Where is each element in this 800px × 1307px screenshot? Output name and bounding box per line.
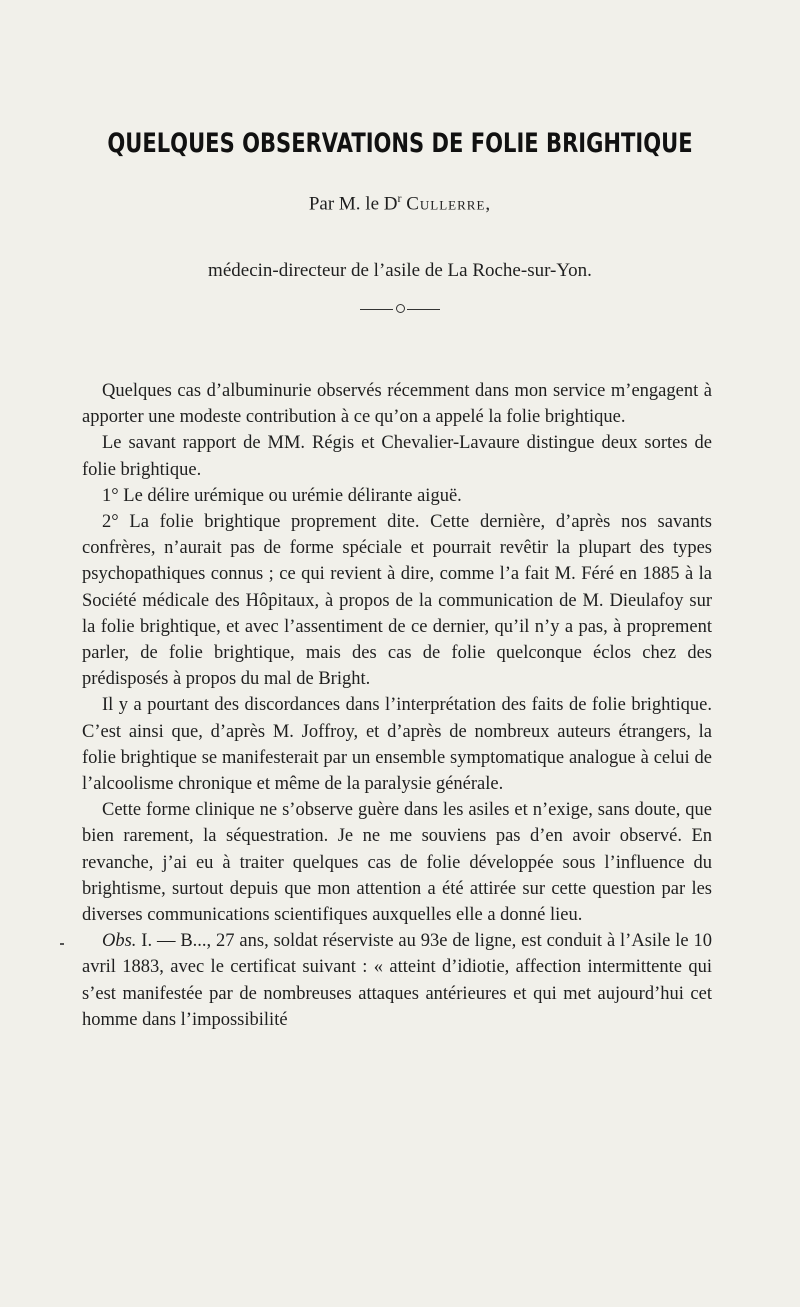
ornament-line-right [407,309,440,310]
page-title: QUELQUES OBSERVATIONS DE FOLIE BRIGHTIQUE [107,128,693,159]
paragraph-1: Quelques cas d’albuminurie observés récemment dans mon service m’engagent à apporter une modeste contribution à ce qu’on a appelé la folie brightique. [82,381,712,428]
observation-paragraph [82,928,712,1033]
paragraph-4: 2° La folie brightique proprement dite. Cette dernière, d’après nos savants confrères, n’aurait pas de forme spéciale et pourrait revêtir la plupart des types psychopathiques connus ; ce qui revient à dire, comme l’a fait M. Féré en 1885 à la Société médicale des Hôpitaux, à propos de la communication de M. Dieulafoy sur la folie brightique, et avec l’assentiment de ce dernier, qu’il n’y a pas, à proprement parler, de folie brightique, mais des cas de folie quelconque éclos chez des prédisposés à propos du mal de Bright. [82,512,712,690]
ornament-circle-icon [396,304,405,313]
byline-superscript: r [397,191,402,205]
paragraph-3: 1° Le délire urémique ou urémie délirante aiguë. [102,485,462,506]
paragraph-6: Cette forme clinique ne s’observe guère dans les asiles et n’exige, sans doute, que bien rarement, la séquestration. Je ne me souviens pas d’en avoir observé. En revanche, j’ai eu à traiter quelques cas de folie développée sous l’influence du brightisme, surtout depuis que mon attention a été attirée sur cette question par les diverses communications scientifiques auxquelles elle a donné lieu. [82,800,712,926]
observation-label: Obs. [102,931,137,952]
paragraph-5: Il y a pourtant des discordances dans l’interprétation des faits de folie brightique. C’est ainsi que, d’après M. Joffroy, et d’après de nombreux auteurs étrangers, la folie brightique se manifesterait par un ensemble symptomatique analogue à celui de l’alcoolisme chronique et même de la paralysie générale. [82,695,712,795]
author-byline [0,191,800,215]
ornament-line-left [360,309,393,310]
byline-prefix: Par M. le D [308,193,398,215]
observation-text: I. — B..., 27 ans, soldat réserviste au 93e de ligne, est conduit à l’Asile le 10 avril 1883, avec le certificat suivant : « atteint d’idiotie, affection intermittente qui s’est manifestée par de nombreuses attaques antérieures et qui met aujourd’hui cet homme dans l’impossibilité [82,931,712,1030]
author-affiliation: médecin-directeur de l’asile de La Roche-sur-Yon. [208,260,592,281]
margin-mark [60,943,64,945]
paragraph-2: Le savant rapport de MM. Régis et Chevalier-Lavaure distingue deux sortes de folie brightique. [82,433,712,480]
body-text [82,378,712,1033]
author-name: Cullerre, [406,193,492,215]
section-ornament [360,303,440,315]
